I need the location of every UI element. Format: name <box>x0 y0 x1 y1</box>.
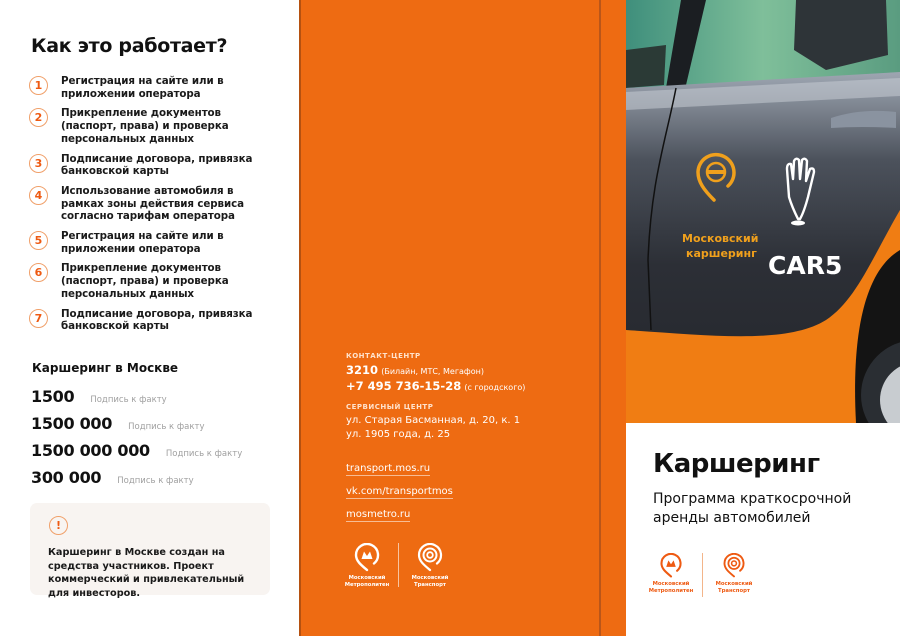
stat-row <box>31 387 242 414</box>
step-number-icon: 1 <box>29 76 48 95</box>
step-number-icon: 5 <box>29 231 48 250</box>
step-item <box>29 185 279 223</box>
step-text: Прикрепление документов (паспорт, права) и проверка персональных данных <box>61 107 229 145</box>
stat-value: 300 000 <box>31 468 102 487</box>
stat-caption: Подпись к факту <box>117 476 194 486</box>
step-item <box>29 262 279 300</box>
logo-caption: Транспорт <box>414 581 446 588</box>
logo-caption: Московский <box>348 575 386 581</box>
logo-caption: Метрополитен <box>648 587 694 594</box>
contacts-block <box>346 352 525 525</box>
step-item <box>29 75 279 100</box>
link-vk-transportmos[interactable]: vk.com/transportmos <box>346 486 453 497</box>
step-item <box>29 153 279 178</box>
transport-logo <box>709 553 759 594</box>
step-text: Прикрепление документов (паспорт, права) и проверка персональных данных <box>61 262 229 300</box>
brochure-title: Каршеринг <box>653 449 820 479</box>
svg-text:CAR5: CAR5 <box>768 251 843 280</box>
how-it-works-title: Как это работает? <box>31 35 228 57</box>
step-text: Подписание договора, привязка банковской карты <box>61 307 253 333</box>
stat-value: 1500 <box>31 387 75 406</box>
step-item <box>29 230 279 255</box>
left-panel <box>0 0 299 636</box>
middle-panel <box>299 0 626 636</box>
fold-line-divider <box>599 0 601 636</box>
link-transport-mos[interactable]: transport.mos.ru <box>346 463 431 474</box>
step-number-icon: 2 <box>29 108 48 127</box>
step-text: Регистрация на сайте или в приложении оператора <box>61 230 224 255</box>
stat-caption: Подпись к факту <box>165 449 243 459</box>
car-illustration <box>626 0 900 423</box>
logo-caption: Московский <box>715 581 753 587</box>
stat-caption: Подпись к факту <box>90 395 167 405</box>
metro-logo <box>646 553 696 594</box>
exclamation-icon: ! <box>49 516 68 535</box>
stat-value: 1500 000 000 <box>31 441 150 460</box>
phone-line <box>346 379 525 395</box>
logo-divider <box>398 543 399 587</box>
step-number-icon: 3 <box>29 154 48 173</box>
car-photo <box>626 0 900 423</box>
partner-logos-right <box>646 553 759 597</box>
short-number-line <box>346 363 525 379</box>
service-center-label: СЕРВИСНЫЙ ЦЕНТР <box>346 403 434 411</box>
logo-caption: Метрополитен <box>344 581 390 588</box>
metro-logo <box>342 543 392 588</box>
note-text: Каршеринг в Москве создан на средства участников. Проект коммерческий и привлекательный для инвесторов. <box>48 547 245 599</box>
svg-text:каршеринг: каршеринг <box>686 247 757 260</box>
stats-list <box>31 387 242 495</box>
transport-pin-icon <box>415 543 445 573</box>
step-text: Подписание договора, привязка банковской карты <box>61 152 253 178</box>
metro-pin-icon <box>658 553 684 579</box>
step-number-icon: 6 <box>29 263 48 282</box>
step-text: Использование автомобиля в рамках зоны действия сервиса согласно тарифам оператора <box>61 184 244 223</box>
logo-caption: Московский <box>652 581 690 587</box>
logo-divider <box>702 553 703 597</box>
stat-row <box>31 468 242 495</box>
address-line: ул. Старая Басманная, д. 20, к. 1 <box>346 415 521 426</box>
address-line: ул. 1905 года, д. 25 <box>346 429 451 440</box>
step-number-icon: 7 <box>29 309 48 328</box>
phone-number: +7 495 736-15-28 <box>346 379 462 393</box>
metro-pin-icon <box>352 543 382 573</box>
info-note-card <box>30 503 270 599</box>
logo-caption: Московский <box>411 575 449 581</box>
short-number: 3210 <box>346 363 379 377</box>
stat-row <box>31 414 242 441</box>
link-mosmetro[interactable]: mosmetro.ru <box>346 509 411 520</box>
contact-center-label: КОНТАКТ-ЦЕНТР <box>346 352 421 360</box>
svg-text:Московский: Московский <box>682 232 759 245</box>
partner-logos-mid <box>342 543 455 588</box>
stat-value: 1500 000 <box>31 414 113 433</box>
steps-list <box>29 75 279 340</box>
stat-row <box>31 441 242 468</box>
brochure-subtitle: Программа краткосрочной аренды автомобилей <box>653 491 852 526</box>
stats-title: Каршеринг в Москве <box>32 361 179 375</box>
short-number-note: (Билайн, МТС, Мегафон) <box>381 367 485 376</box>
step-number-icon: 4 <box>29 186 48 205</box>
phone-note: (с городского) <box>464 383 526 392</box>
transport-pin-icon <box>721 553 747 579</box>
step-text: Регистрация на сайте или в приложении оператора <box>61 75 224 100</box>
logo-caption: Транспорт <box>718 587 750 594</box>
transport-logo <box>405 543 455 588</box>
step-item <box>29 107 279 145</box>
stat-caption: Подпись к факту <box>128 422 205 432</box>
step-item <box>29 308 279 333</box>
